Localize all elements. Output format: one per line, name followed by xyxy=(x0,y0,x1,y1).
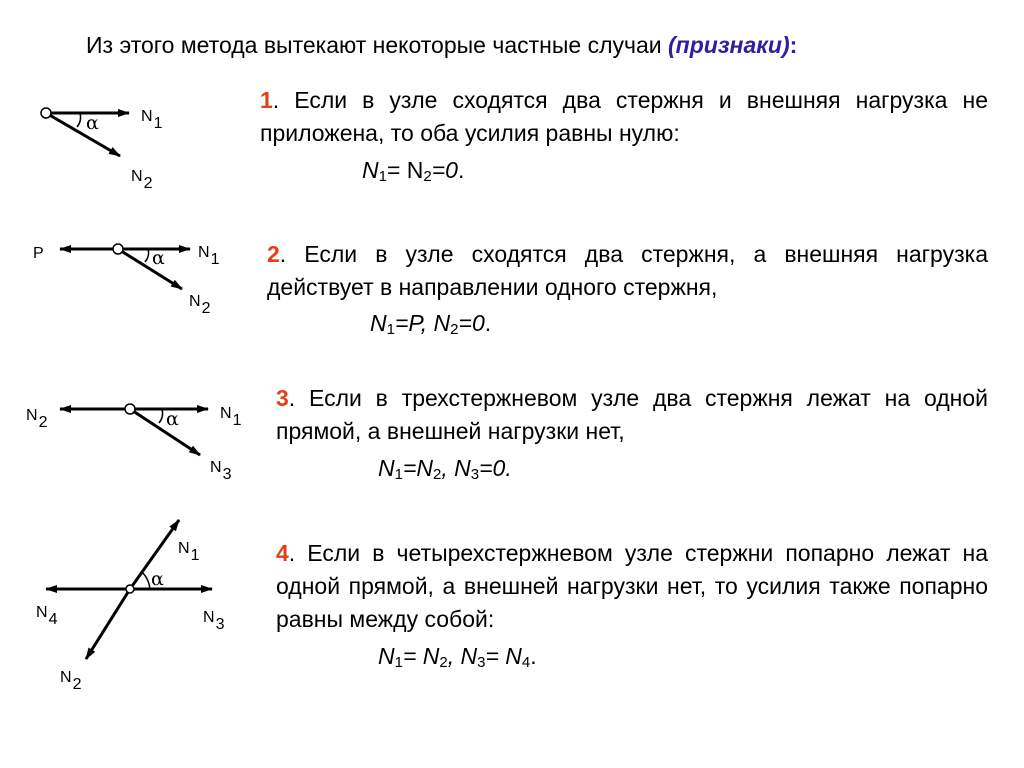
label-n1: N1 xyxy=(198,244,220,268)
case-description: . Если в узле сходятся два стержня, а внешняя нагрузка действует в направлении одного стержня, xyxy=(267,241,988,300)
label-n4: N4 xyxy=(36,604,58,628)
case-description: . Если в четырехстержневом узле стержни попарно лежат на одной прямой, а внешней нагрузки нет, то усилия также попарно равны между собой: xyxy=(276,540,988,632)
case-number: 4 xyxy=(276,540,289,566)
case-3-text xyxy=(276,382,988,448)
case-1-formula: $N_1= N_2=0$. xyxy=(362,157,465,185)
diagram-case-3 xyxy=(26,404,242,483)
angle-arc xyxy=(145,249,149,262)
case-2-formula: $N_1=P$, $N_2=0$. xyxy=(370,310,492,338)
rod-n2 xyxy=(86,589,130,659)
case-number: 2 xyxy=(267,241,280,267)
diagram-case-1 xyxy=(41,108,163,192)
rod-n2 xyxy=(46,113,120,156)
diagram-case-2 xyxy=(33,244,220,317)
node-circle xyxy=(125,404,135,414)
case-description: . Если в узле сходятся два стержня и внешняя нагрузка не приложена, то оба усилия равны нулю: xyxy=(260,87,988,146)
case-4-formula: $N_1= N_2$, $N_3= N_4$. xyxy=(378,643,537,671)
case-2-text xyxy=(267,238,988,304)
title-text: Из этого метода вытекают некоторые частные случаи xyxy=(86,32,669,58)
node-circle xyxy=(113,244,123,254)
case-number: 3 xyxy=(276,385,289,411)
title-accent: (признаки) xyxy=(668,32,790,58)
label-n2: N2 xyxy=(189,293,211,317)
alpha-label: α xyxy=(151,568,164,590)
angle-arc xyxy=(159,409,163,423)
label-p: P xyxy=(33,245,44,262)
rod-n2 xyxy=(118,249,182,289)
rod-n3 xyxy=(130,409,200,455)
alpha-label: α xyxy=(152,247,165,269)
label-n2: N2 xyxy=(26,407,48,431)
case-1-text xyxy=(260,84,988,150)
case-3-formula: $N_1=N_2$, $N_3=0$. xyxy=(378,455,512,483)
angle-arc xyxy=(142,572,150,589)
label-n2: N2 xyxy=(131,168,153,192)
alpha-label: α xyxy=(86,112,99,134)
label-n1: N1 xyxy=(220,405,242,429)
node-circle xyxy=(41,108,51,118)
diagram-case-4 xyxy=(36,520,225,693)
label-n1: N1 xyxy=(141,108,163,132)
case-number: 1 xyxy=(260,87,273,113)
label-n3: N3 xyxy=(203,609,225,633)
node-circle xyxy=(126,585,134,593)
title-colon: : xyxy=(789,32,798,58)
label-n3: N3 xyxy=(210,459,232,483)
label-n1: N1 xyxy=(178,540,200,564)
case-description: . Если в трехстержневом узле два стержня лежат на одной прямой, а внешней нагрузки нет, xyxy=(276,385,988,444)
alpha-label: α xyxy=(166,408,179,430)
label-n2: N2 xyxy=(60,669,82,693)
angle-arc xyxy=(77,113,81,127)
case-4-text xyxy=(276,537,988,636)
